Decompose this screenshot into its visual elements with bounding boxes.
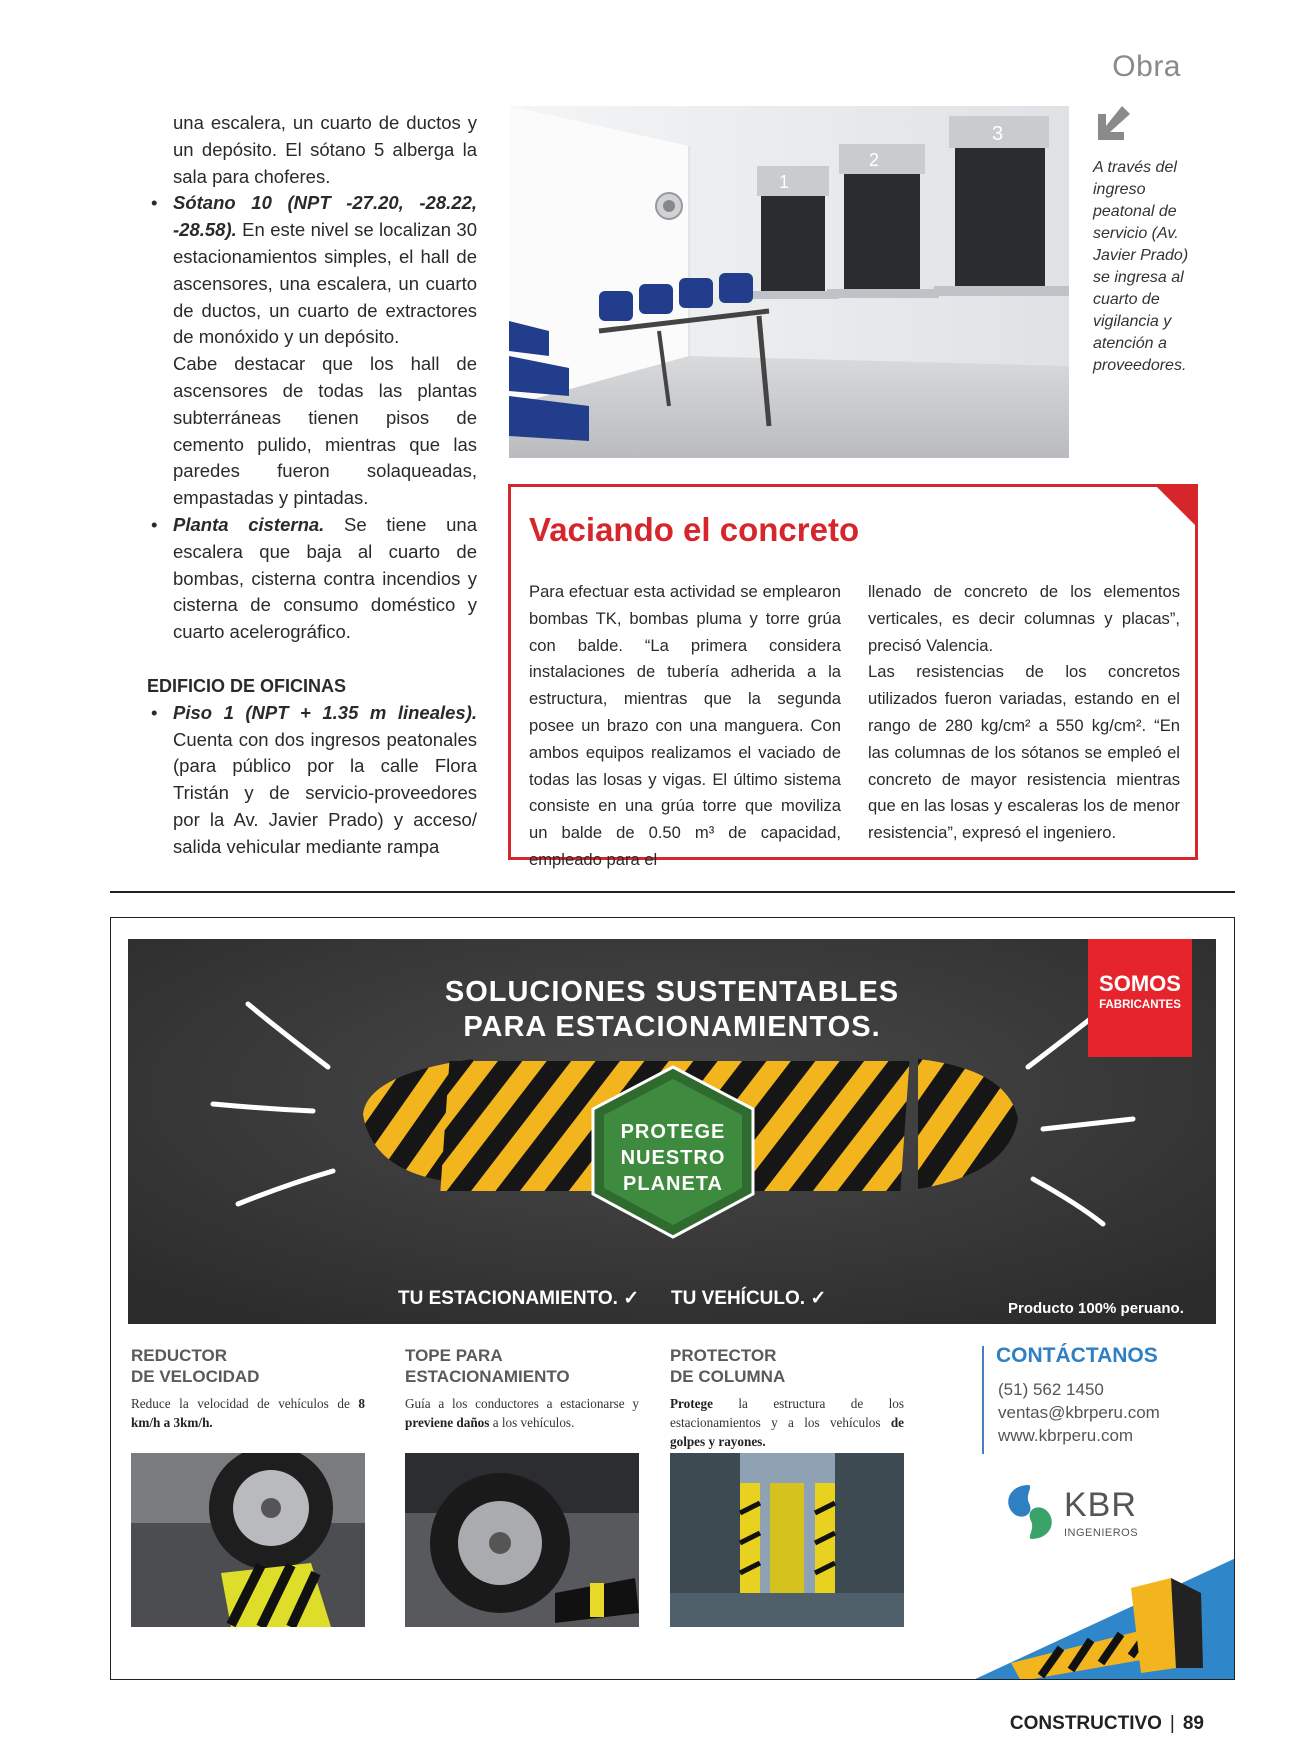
section-label: Obra bbox=[1112, 50, 1181, 83]
bullet-heading: Planta cisterna. bbox=[173, 513, 325, 535]
producto-peruano-label: Producto 100% peruano. bbox=[1008, 1300, 1184, 1317]
box-corner-accent bbox=[1154, 484, 1198, 528]
box-paragraph: llenado de concreto de los elementos verticales, es decir columnas y placas”, precisó Valencia. bbox=[868, 582, 1180, 655]
tu-estacionamiento-label: TU ESTACIONAMIENTO. ✓ bbox=[398, 1288, 640, 1309]
blue-corner-graphic bbox=[971, 1558, 1235, 1680]
contact-title: CONTÁCTANOS bbox=[996, 1344, 1158, 1367]
box-column-2 bbox=[868, 579, 1180, 847]
badge-line: PLANETA bbox=[623, 1173, 723, 1195]
desc-emphasis: 8 km/h a 3km/h. bbox=[131, 1396, 365, 1430]
box-column-1 bbox=[529, 579, 841, 874]
product-description bbox=[131, 1394, 365, 1432]
badge-line: PROTEGE bbox=[620, 1121, 726, 1143]
contact-email: ventas@kbrperu.com bbox=[998, 1403, 1160, 1422]
footer-separator: | bbox=[1169, 1713, 1175, 1734]
bullet-text: En este nivel se localizan 30 estacionamientos simples, el hall de ascensores, una escalera, un cuarto de ductos, un cuarto de extractores de monóxido y un depósito. bbox=[173, 219, 477, 348]
magazine-name: CONSTRUCTIVO bbox=[1009, 1713, 1162, 1734]
article-bullet bbox=[147, 700, 477, 861]
waiting-room-photo bbox=[509, 106, 1069, 458]
bullet-text: Cuenta con dos ingresos peatonales (para público por la calle Flora Tristán y de servicio-proveedores por la Av. Javier Prado) y acceso/ salida vehicular mediante rampa bbox=[173, 728, 477, 857]
protege-planeta-badge bbox=[598, 1119, 748, 1197]
bullet-heading: Sótano 10 (NPT -27.20, -28.22, -28.58). bbox=[173, 192, 477, 241]
page-footer bbox=[1010, 1713, 1204, 1735]
kbr-brand-subtitle: INGENIEROS bbox=[1064, 1527, 1139, 1539]
tu-vehiculo-label: TU VEHÍCULO. ✓ bbox=[671, 1288, 827, 1309]
kbr-brand-name: KBR bbox=[1064, 1486, 1137, 1524]
product-description bbox=[670, 1394, 904, 1451]
section-subheading: EDIFICIO DE OFICINAS bbox=[147, 675, 347, 696]
product-description bbox=[405, 1394, 639, 1432]
article-bullet bbox=[147, 512, 477, 646]
article-bullet bbox=[147, 190, 477, 351]
window-number: 2 bbox=[869, 150, 880, 170]
product-reductor bbox=[131, 1345, 365, 1432]
badge-line: NUESTRO bbox=[620, 1147, 726, 1169]
product-title: PROTECTOR bbox=[670, 1346, 777, 1365]
ad-banner bbox=[128, 939, 1216, 1324]
article-paragraph: una escalera, un cuarto de ductos y un depósito. El sótano 5 alberga la sala para choferes. bbox=[173, 112, 477, 187]
desc-text: a los vehículos. bbox=[489, 1415, 575, 1430]
product-protector bbox=[670, 1345, 904, 1451]
photo-caption: A través del ingreso peatonal de servicio (Av. Javier Prado) se ingresa al cuarto de vigilancia y atención a proveedores. bbox=[1093, 159, 1189, 374]
product-title: TOPE PARA bbox=[405, 1346, 503, 1365]
desc-emphasis: de golpes y rayones. bbox=[670, 1415, 904, 1449]
article-paragraph: Cabe destacar que los hall de ascensores de todas las plantas subterráneas tienen pisos de cemento pulido, mientras que las paredes fueron solaqueadas, empastadas y pintadas. bbox=[173, 353, 477, 509]
contact-divider bbox=[982, 1346, 984, 1454]
desc-emphasis: previene daños bbox=[405, 1415, 490, 1430]
desc-text: la estructura de los estacionamientos y a los vehículos bbox=[670, 1396, 904, 1430]
page-number: 89 bbox=[1182, 1713, 1204, 1734]
product-title: DE COLUMNA bbox=[670, 1367, 786, 1386]
bullet-heading: Piso 1 (NPT + 1.35 m lineales). bbox=[173, 701, 477, 723]
tope-photo bbox=[405, 1453, 639, 1627]
protector-photo bbox=[670, 1453, 904, 1627]
window-number: 1 bbox=[779, 172, 790, 192]
box-paragraph: Para efectuar esta actividad se emplearon bombas TK, bombas pluma y torre grúa con balde. “La primera considera instalaciones de tubería adherida a la estructura, mientras que la segunda posee un brazo con una manguera. Con ambos equipos realizamos el vaciado de todas las losas y vigas. El último sistema consiste en una grúa torre que moviliza un balde de 0.50 m³ de capacidad, empleado para el bbox=[529, 582, 841, 869]
desc-text: Guía a los conductores a estacionarse y bbox=[405, 1396, 639, 1411]
window-number: 3 bbox=[992, 123, 1004, 145]
product-tope bbox=[405, 1345, 639, 1432]
arrow-down-left-icon bbox=[1094, 106, 1134, 142]
ad-headline-line: PARA ESTACIONAMIENTOS. bbox=[463, 1011, 881, 1043]
desc-text: Reduce la velocidad de vehículos de bbox=[131, 1396, 359, 1411]
sidebar-box bbox=[508, 484, 1198, 869]
reductor-photo bbox=[131, 1453, 365, 1627]
contact-website: www.kbrperu.com bbox=[998, 1426, 1134, 1445]
product-title: DE VELOCIDAD bbox=[131, 1367, 260, 1386]
ad-headline-line: SOLUCIONES SUSTENTABLES bbox=[444, 976, 900, 1008]
kbr-logo-icon bbox=[999, 1481, 1061, 1548]
box-title: Vaciando el concreto bbox=[529, 511, 860, 548]
bullet-text: Se tiene una escalera que baja al cuarto de bombas, cisterna contra incendios y cisterna de consumo doméstico y cuarto acelerográfico. bbox=[173, 513, 477, 643]
article-left-column bbox=[147, 110, 477, 861]
kbr-advertisement bbox=[110, 917, 1235, 1680]
desc-emphasis: Protege bbox=[670, 1396, 713, 1411]
product-title: REDUCTOR bbox=[131, 1346, 228, 1365]
contact-phone: (51) 562 1450 bbox=[998, 1380, 1104, 1399]
box-paragraph: Las resistencias de los concretos utilizados fueron variadas, estando en el rango de 280 kg/cm² a 550 kg/cm². “En las columnas de los sótanos se empleó el concreto de mayor resistencia mientras que en las losas y escaleras los de menor resistencia”, expresó el ingeniero. bbox=[868, 662, 1180, 843]
product-title: ESTACIONAMIENTO bbox=[405, 1367, 570, 1386]
somos-fabricantes-ribbon bbox=[1088, 939, 1192, 1057]
horizontal-rule bbox=[110, 891, 1235, 893]
ad-headline bbox=[128, 975, 1216, 1045]
somos-label: SOMOS bbox=[1099, 971, 1181, 996]
fabricantes-label: FABRICANTES bbox=[1099, 999, 1181, 1011]
